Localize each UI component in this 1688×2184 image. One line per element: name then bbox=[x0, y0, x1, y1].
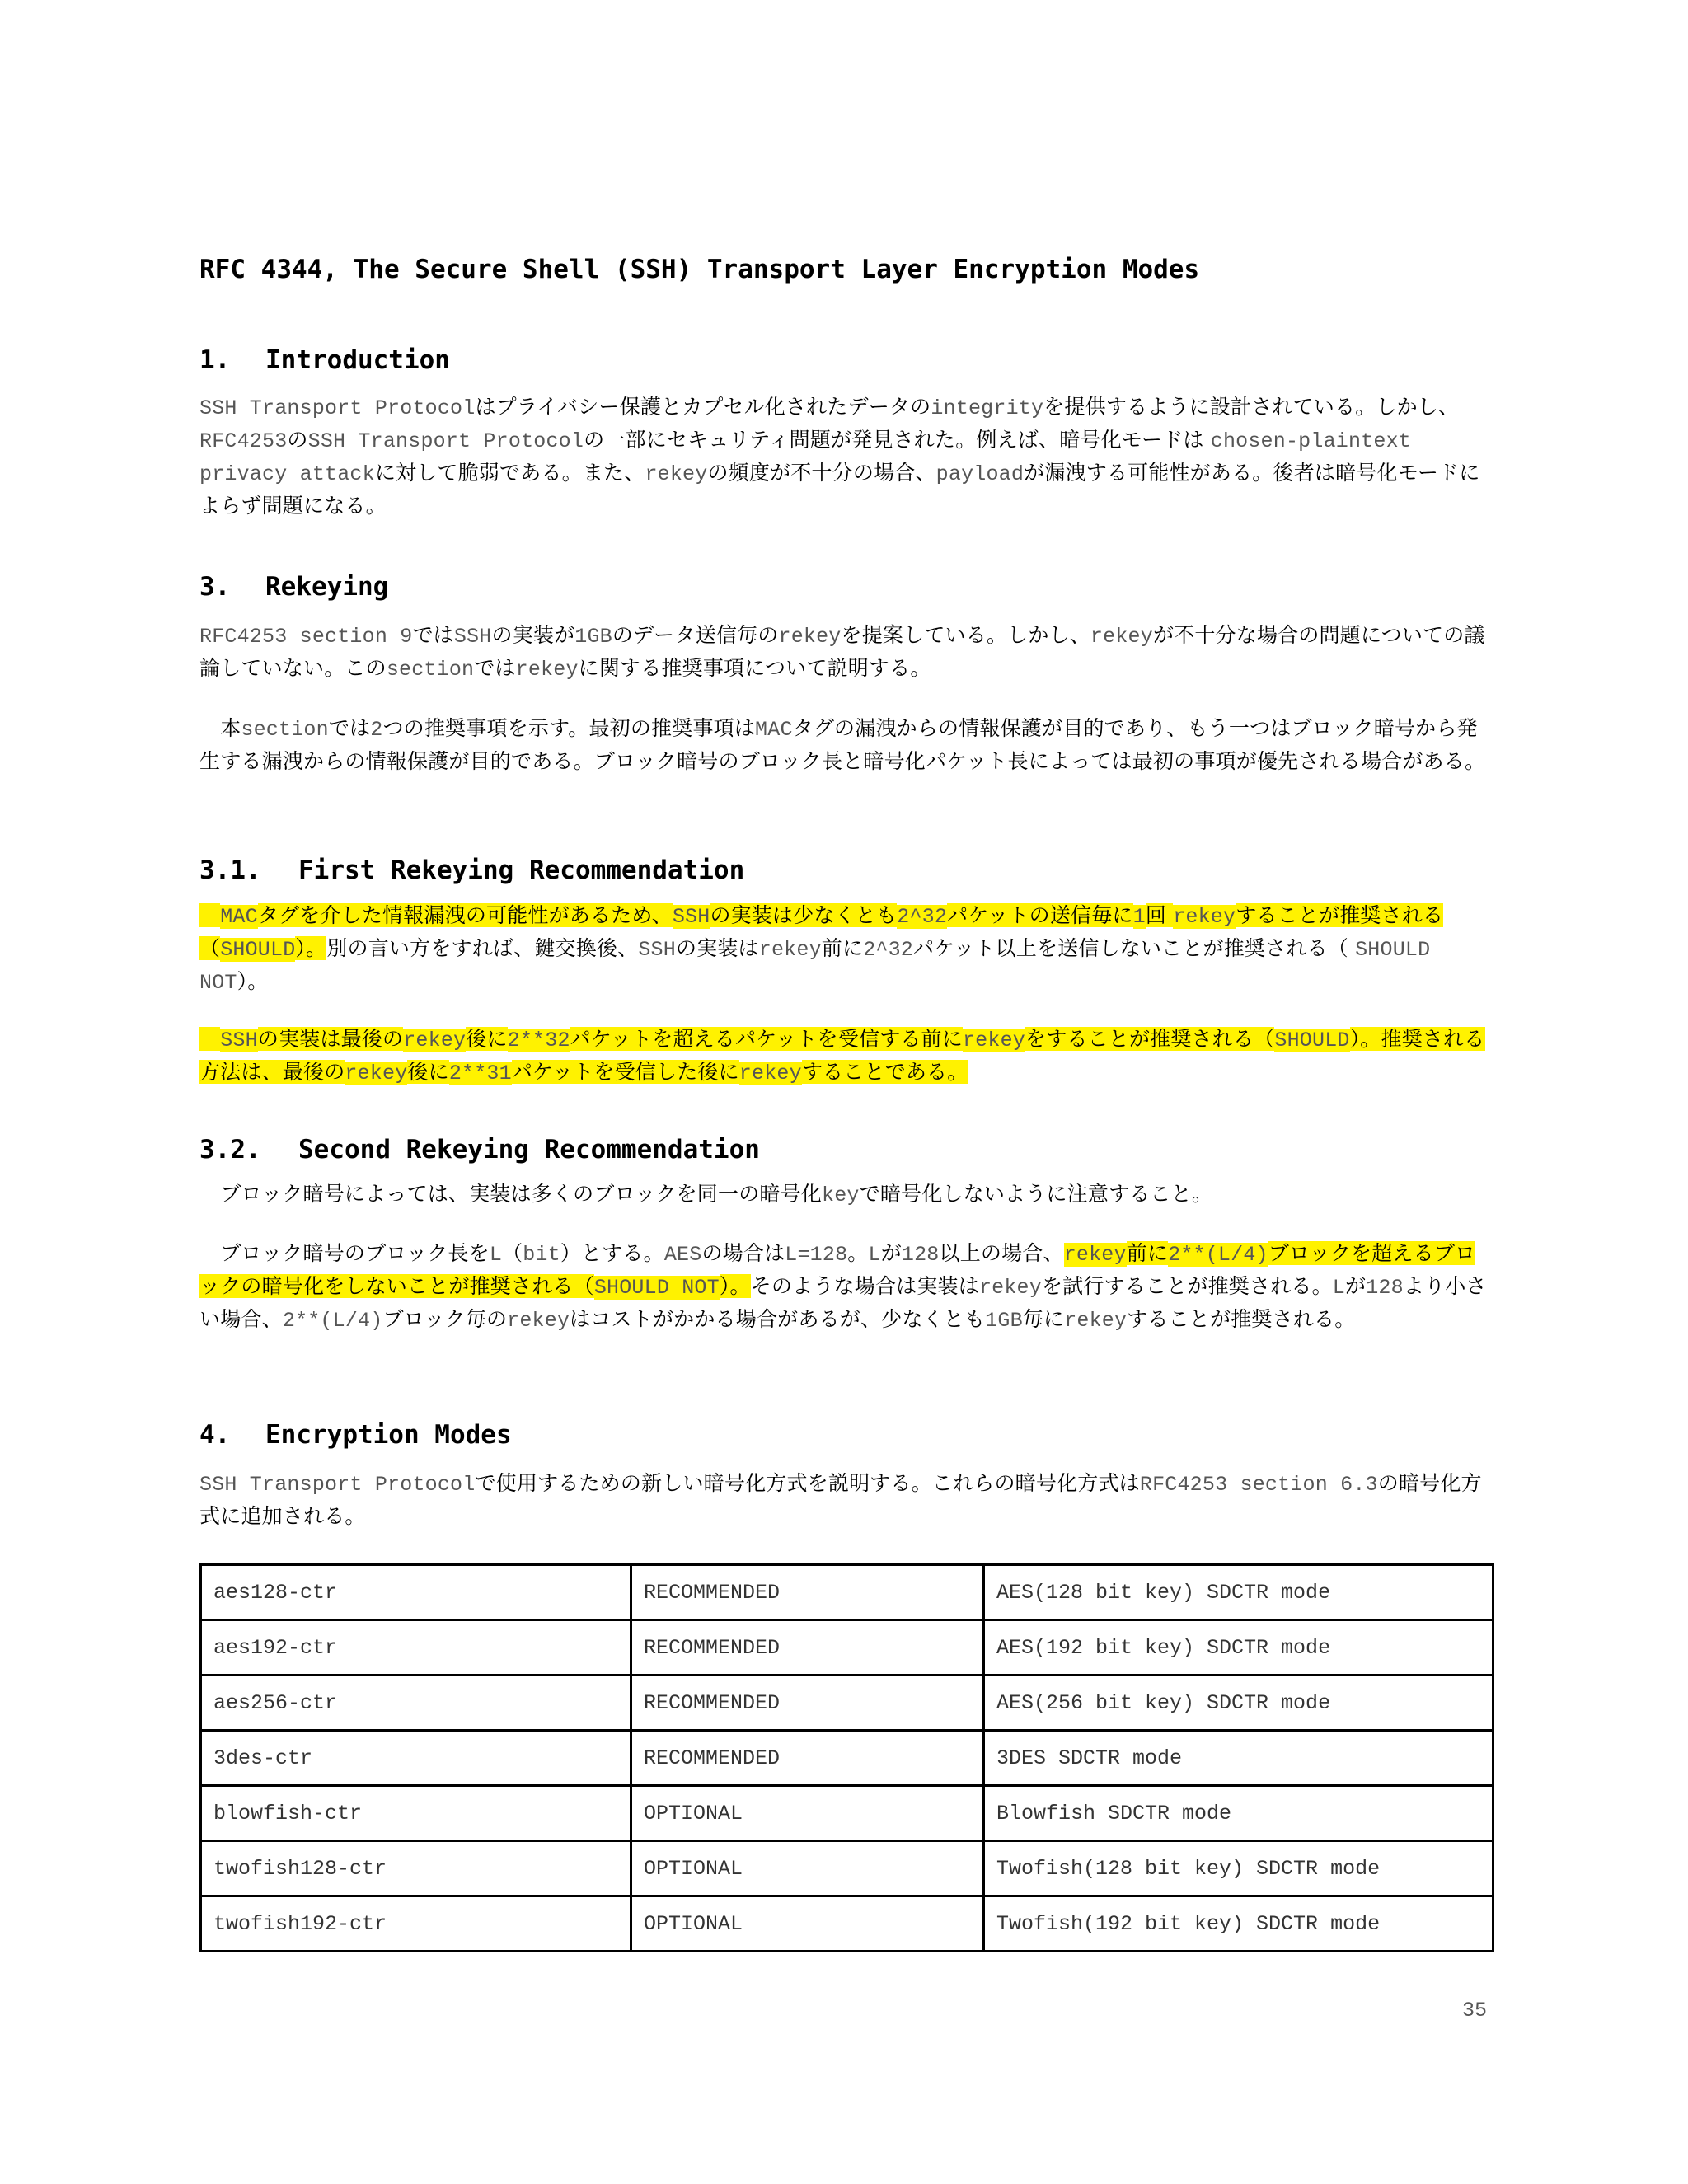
requirement-cell: OPTIONAL bbox=[631, 1896, 984, 1952]
mono-text-segment: integrity bbox=[931, 396, 1044, 420]
text-segment: （ bbox=[502, 1241, 523, 1265]
text-segment: パケットを受信した後に bbox=[511, 1060, 739, 1084]
heading-title: Rekeying bbox=[265, 572, 389, 602]
text-segment: 前に bbox=[821, 936, 864, 960]
mono-text-segment: SSH bbox=[453, 625, 492, 649]
text-segment: 以上の場合、 bbox=[939, 1241, 1064, 1265]
mono-text-segment: 2 bbox=[370, 718, 383, 742]
text-segment: では bbox=[412, 623, 454, 647]
text-segment: 。 bbox=[847, 1241, 869, 1265]
cipher-name-cell: twofish192-ctr bbox=[201, 1896, 631, 1952]
mono-text-segment: rekey bbox=[962, 1029, 1025, 1052]
text-segment: が bbox=[1344, 1274, 1367, 1298]
heading-title: First Rekeying Recommendation bbox=[298, 855, 745, 885]
second-rec-paragraph-2 bbox=[199, 1238, 1493, 1337]
text-segment: の実装は bbox=[675, 936, 759, 960]
requirement-cell: OPTIONAL bbox=[631, 1786, 984, 1841]
rekeying-paragraph-2 bbox=[199, 713, 1493, 777]
text-segment: が bbox=[880, 1241, 902, 1265]
heading-title: Introduction bbox=[265, 345, 450, 375]
text-segment bbox=[199, 903, 220, 927]
text-segment: 本 bbox=[199, 716, 241, 740]
mono-text-segment: SHOULD NOT bbox=[199, 938, 1431, 995]
mono-text-segment: 1GB bbox=[985, 1309, 1023, 1333]
heading-rekeying bbox=[199, 570, 388, 603]
requirement-cell: RECOMMENDED bbox=[631, 1565, 984, 1620]
text-segment: では bbox=[328, 716, 371, 740]
table-row bbox=[201, 1731, 1493, 1786]
cipher-name-cell: blowfish-ctr bbox=[201, 1786, 631, 1841]
mono-text-segment: 2**(L/4) bbox=[282, 1309, 383, 1333]
text-segment: では bbox=[474, 656, 516, 680]
table-row bbox=[201, 1565, 1493, 1620]
heading-title: Encryption Modes bbox=[265, 1420, 512, 1450]
text-segment: することである。 bbox=[801, 1060, 968, 1084]
text-segment: より小さい場合、 bbox=[199, 1274, 1487, 1331]
text-segment: を提供するように設計されている。しかし、 bbox=[1043, 395, 1460, 419]
table-row bbox=[201, 1620, 1493, 1675]
text-segment: に関する推奨事項について説明する。 bbox=[578, 656, 931, 680]
mono-text-segment: rekey bbox=[645, 462, 708, 486]
text-segment: の一部にセキュリティ問題が発見された。例えば、暗号化モードは bbox=[584, 428, 1211, 452]
encryption-paragraph bbox=[199, 1468, 1493, 1532]
description-cell: Twofish(128 bit key) SDCTR mode bbox=[984, 1841, 1493, 1896]
description-cell: AES(256 bit key) SDCTR mode bbox=[984, 1675, 1493, 1731]
text-segment: そのような場合は実装は bbox=[750, 1274, 979, 1298]
text-segment: ）。 bbox=[237, 969, 269, 993]
mono-text-segment: rekey bbox=[738, 1062, 802, 1085]
text-segment: ）。 bbox=[295, 936, 327, 960]
mono-text-segment: payload bbox=[935, 462, 1025, 486]
text-segment: 後に bbox=[407, 1060, 449, 1084]
text-segment: ブロック毎の bbox=[382, 1307, 508, 1331]
table-row bbox=[201, 1896, 1493, 1952]
cipher-name-cell: 3des-ctr bbox=[201, 1731, 631, 1786]
text-segment: で暗号化しないように注意すること。 bbox=[859, 1182, 1213, 1206]
text-segment: の実装が bbox=[491, 623, 575, 647]
text-segment: の場合は bbox=[701, 1241, 785, 1265]
mono-text-segment: key bbox=[822, 1183, 860, 1207]
text-segment: することが推奨される。 bbox=[1127, 1307, 1356, 1331]
text-segment: の暗号化方式に追加される。 bbox=[199, 1471, 1482, 1528]
mono-text-segment: 128 bbox=[1366, 1276, 1404, 1300]
heading-number: 3. bbox=[199, 572, 231, 602]
requirement-cell: RECOMMENDED bbox=[631, 1675, 984, 1731]
mono-text-segment: SHOULD NOT bbox=[593, 1276, 720, 1300]
mono-text-segment: L=128 bbox=[785, 1243, 848, 1267]
cipher-name-cell: twofish128-ctr bbox=[201, 1841, 631, 1896]
mono-text-segment: rekey bbox=[507, 1309, 570, 1333]
mono-text-segment: SSH Transport Protocol bbox=[199, 1473, 476, 1497]
mono-text-segment: 2**31 bbox=[448, 1062, 512, 1085]
mono-text-segment: 128 bbox=[901, 1243, 940, 1267]
text-segment: つの推奨事項を示す。最初の推奨事項は bbox=[382, 716, 756, 740]
requirement-cell: RECOMMENDED bbox=[631, 1731, 984, 1786]
text-segment: タグを介した情報漏洩の可能性があるため、 bbox=[257, 903, 673, 927]
heading-introduction bbox=[199, 344, 450, 377]
heading-number: 4. bbox=[199, 1420, 231, 1450]
text-segment: 別の言い方をすれば、鍵交換後、 bbox=[326, 936, 639, 960]
mono-text-segment: SHOULD bbox=[1274, 1029, 1350, 1052]
text-segment: はコストがかかる場合があるが、少なくとも bbox=[570, 1307, 986, 1331]
encryption-modes-table bbox=[199, 1563, 1494, 1952]
mono-text-segment: rekey bbox=[345, 1062, 408, 1085]
text-segment: することが推奨される（ bbox=[199, 903, 1444, 960]
intro-paragraph bbox=[199, 391, 1493, 522]
text-segment: を試行することが推奨される。 bbox=[1041, 1274, 1333, 1298]
text-segment: が漏洩する可能性がある。後者は暗号化モードによらず問題になる。 bbox=[199, 461, 1480, 518]
mono-text-segment: L bbox=[489, 1243, 503, 1267]
heading-title: Second Rekeying Recommendation bbox=[298, 1135, 760, 1165]
text-segment: ）。 bbox=[719, 1274, 751, 1298]
text-segment bbox=[199, 1027, 220, 1051]
cipher-name-cell: aes192-ctr bbox=[201, 1620, 631, 1675]
description-cell: 3DES SDCTR mode bbox=[984, 1731, 1493, 1786]
text-segment: 後に bbox=[466, 1027, 508, 1051]
heading-encryption-modes bbox=[199, 1418, 512, 1451]
second-rec-paragraph-1 bbox=[199, 1179, 1493, 1212]
text-segment: の実装は最後の bbox=[257, 1027, 404, 1051]
encryption-modes-table-body bbox=[201, 1565, 1493, 1952]
text-segment: ブロック暗号によっては、実装は多くのブロックを同一の暗号化 bbox=[199, 1182, 823, 1206]
heading-first-rekeying bbox=[199, 854, 744, 887]
mono-text-segment: SSH bbox=[220, 1029, 258, 1052]
mono-text-segment: SSH Transport Protocol bbox=[307, 429, 584, 453]
mono-text-segment: 1 bbox=[1132, 905, 1146, 929]
text-segment: ブロック暗号のブロック長を bbox=[199, 1241, 490, 1265]
description-cell: Blowfish SDCTR mode bbox=[984, 1786, 1493, 1841]
text-segment: タグの漏洩からの情報保護が目的であり、もう一つはブロック暗号から発生する漏洩からの情報保護が目的である。ブロック暗号のブロック長と暗号化パケット長によっては最初の事項が優先される場合がある。 bbox=[199, 716, 1486, 773]
mono-text-segment: rekey bbox=[515, 658, 579, 682]
mono-text-segment: rekey bbox=[1173, 905, 1236, 929]
mono-text-segment: SSH bbox=[638, 938, 676, 962]
mono-text-segment: rekey bbox=[403, 1029, 467, 1052]
mono-text-segment: 2^32 bbox=[897, 905, 948, 929]
text-segment: のデータ送信毎の bbox=[612, 623, 779, 647]
heading-number: 3.2. bbox=[199, 1135, 261, 1165]
text-segment: はプライバシー保護とカプセル化されたデータの bbox=[475, 395, 931, 419]
mono-text-segment: chosen-plaintext privacy attack bbox=[199, 429, 1411, 486]
mono-text-segment: L bbox=[868, 1243, 881, 1267]
mono-text-segment: AES bbox=[663, 1243, 702, 1267]
first-rec-paragraph-1 bbox=[199, 900, 1493, 999]
text-segment: が不十分な場合の問題についての議論していない。この bbox=[199, 623, 1485, 680]
mono-text-segment: MAC bbox=[220, 905, 258, 929]
mono-text-segment: SHOULD bbox=[220, 938, 296, 962]
mono-text-segment: bit bbox=[523, 1243, 560, 1267]
rekeying-paragraph-1 bbox=[199, 620, 1493, 686]
text-segment: 毎に bbox=[1022, 1307, 1065, 1331]
document-title: RFC 4344, The Secure Shell (SSH) Transport Layer Encryption Modes bbox=[199, 255, 1200, 284]
text-segment: 前に bbox=[1126, 1241, 1169, 1265]
mono-text-segment: MAC bbox=[755, 718, 793, 742]
text-segment: の頻度が不十分の場合、 bbox=[707, 461, 936, 485]
text-segment: 回 bbox=[1145, 903, 1174, 927]
table-row bbox=[201, 1675, 1493, 1731]
cipher-name-cell: aes256-ctr bbox=[201, 1675, 631, 1731]
mono-text-segment: 2^32 bbox=[863, 938, 913, 962]
mono-text-segment: 2**32 bbox=[507, 1029, 570, 1052]
requirement-cell: OPTIONAL bbox=[631, 1841, 984, 1896]
text-segment: ブロックを超えるブロックの暗号化をしないことが推奨される（ bbox=[199, 1241, 1476, 1298]
text-segment: で使用するための新しい暗号化方式を説明する。これらの暗号化方式は bbox=[475, 1471, 1140, 1495]
mono-text-segment: RFC4253 section 9 bbox=[199, 625, 413, 649]
mono-text-segment: rekey bbox=[778, 625, 842, 649]
mono-text-segment: L bbox=[1332, 1276, 1345, 1300]
page-number: 35 bbox=[1461, 1999, 1487, 2022]
heading-number: 3.1. bbox=[199, 855, 261, 885]
cipher-name-cell: aes128-ctr bbox=[201, 1565, 631, 1620]
mono-text-segment: 1GB bbox=[574, 625, 612, 649]
mono-text-segment: rekey bbox=[758, 938, 822, 962]
text-segment: を提案している。しかし、 bbox=[841, 623, 1090, 647]
description-cell: AES(128 bit key) SDCTR mode bbox=[984, 1565, 1493, 1620]
mono-text-segment: rekey bbox=[1064, 1309, 1128, 1333]
description-cell: AES(192 bit key) SDCTR mode bbox=[984, 1620, 1493, 1675]
first-rec-paragraph-2 bbox=[199, 1024, 1493, 1090]
mono-text-segment: rekey bbox=[1063, 1243, 1127, 1267]
mono-text-segment: section bbox=[241, 718, 329, 742]
text-segment: パケット以上を送信しないことが推奨される（ bbox=[913, 936, 1356, 960]
text-segment: パケットを超えるパケットを受信する前に bbox=[570, 1027, 963, 1051]
mono-text-segment: section bbox=[386, 658, 475, 682]
table-row bbox=[201, 1786, 1493, 1841]
description-cell: Twofish(192 bit key) SDCTR mode bbox=[984, 1896, 1493, 1952]
requirement-cell: RECOMMENDED bbox=[631, 1620, 984, 1675]
heading-second-rekeying bbox=[199, 1133, 760, 1166]
mono-text-segment: SSH Transport Protocol bbox=[199, 396, 476, 420]
mono-text-segment: RFC4253 bbox=[199, 429, 288, 453]
mono-text-segment: rekey bbox=[1090, 625, 1153, 649]
text-segment: ）とする。 bbox=[560, 1241, 664, 1265]
table-row bbox=[201, 1841, 1493, 1896]
text-segment: の bbox=[287, 428, 308, 452]
text-segment: ）。推奨される方法は、最後の bbox=[199, 1027, 1485, 1084]
text-segment: パケットの送信毎に bbox=[947, 903, 1133, 927]
mono-text-segment: SSH bbox=[672, 905, 710, 929]
text-segment: をすることが推奨される（ bbox=[1025, 1027, 1275, 1051]
text-segment: の実装は少なくとも bbox=[710, 903, 898, 927]
heading-number: 1. bbox=[199, 345, 231, 375]
mono-text-segment: RFC4253 section 6.3 bbox=[1139, 1473, 1378, 1497]
mono-text-segment: rekey bbox=[978, 1276, 1042, 1300]
mono-text-segment: 2**(L/4) bbox=[1168, 1243, 1268, 1267]
text-segment: に対して脆弱である。また、 bbox=[374, 461, 645, 485]
